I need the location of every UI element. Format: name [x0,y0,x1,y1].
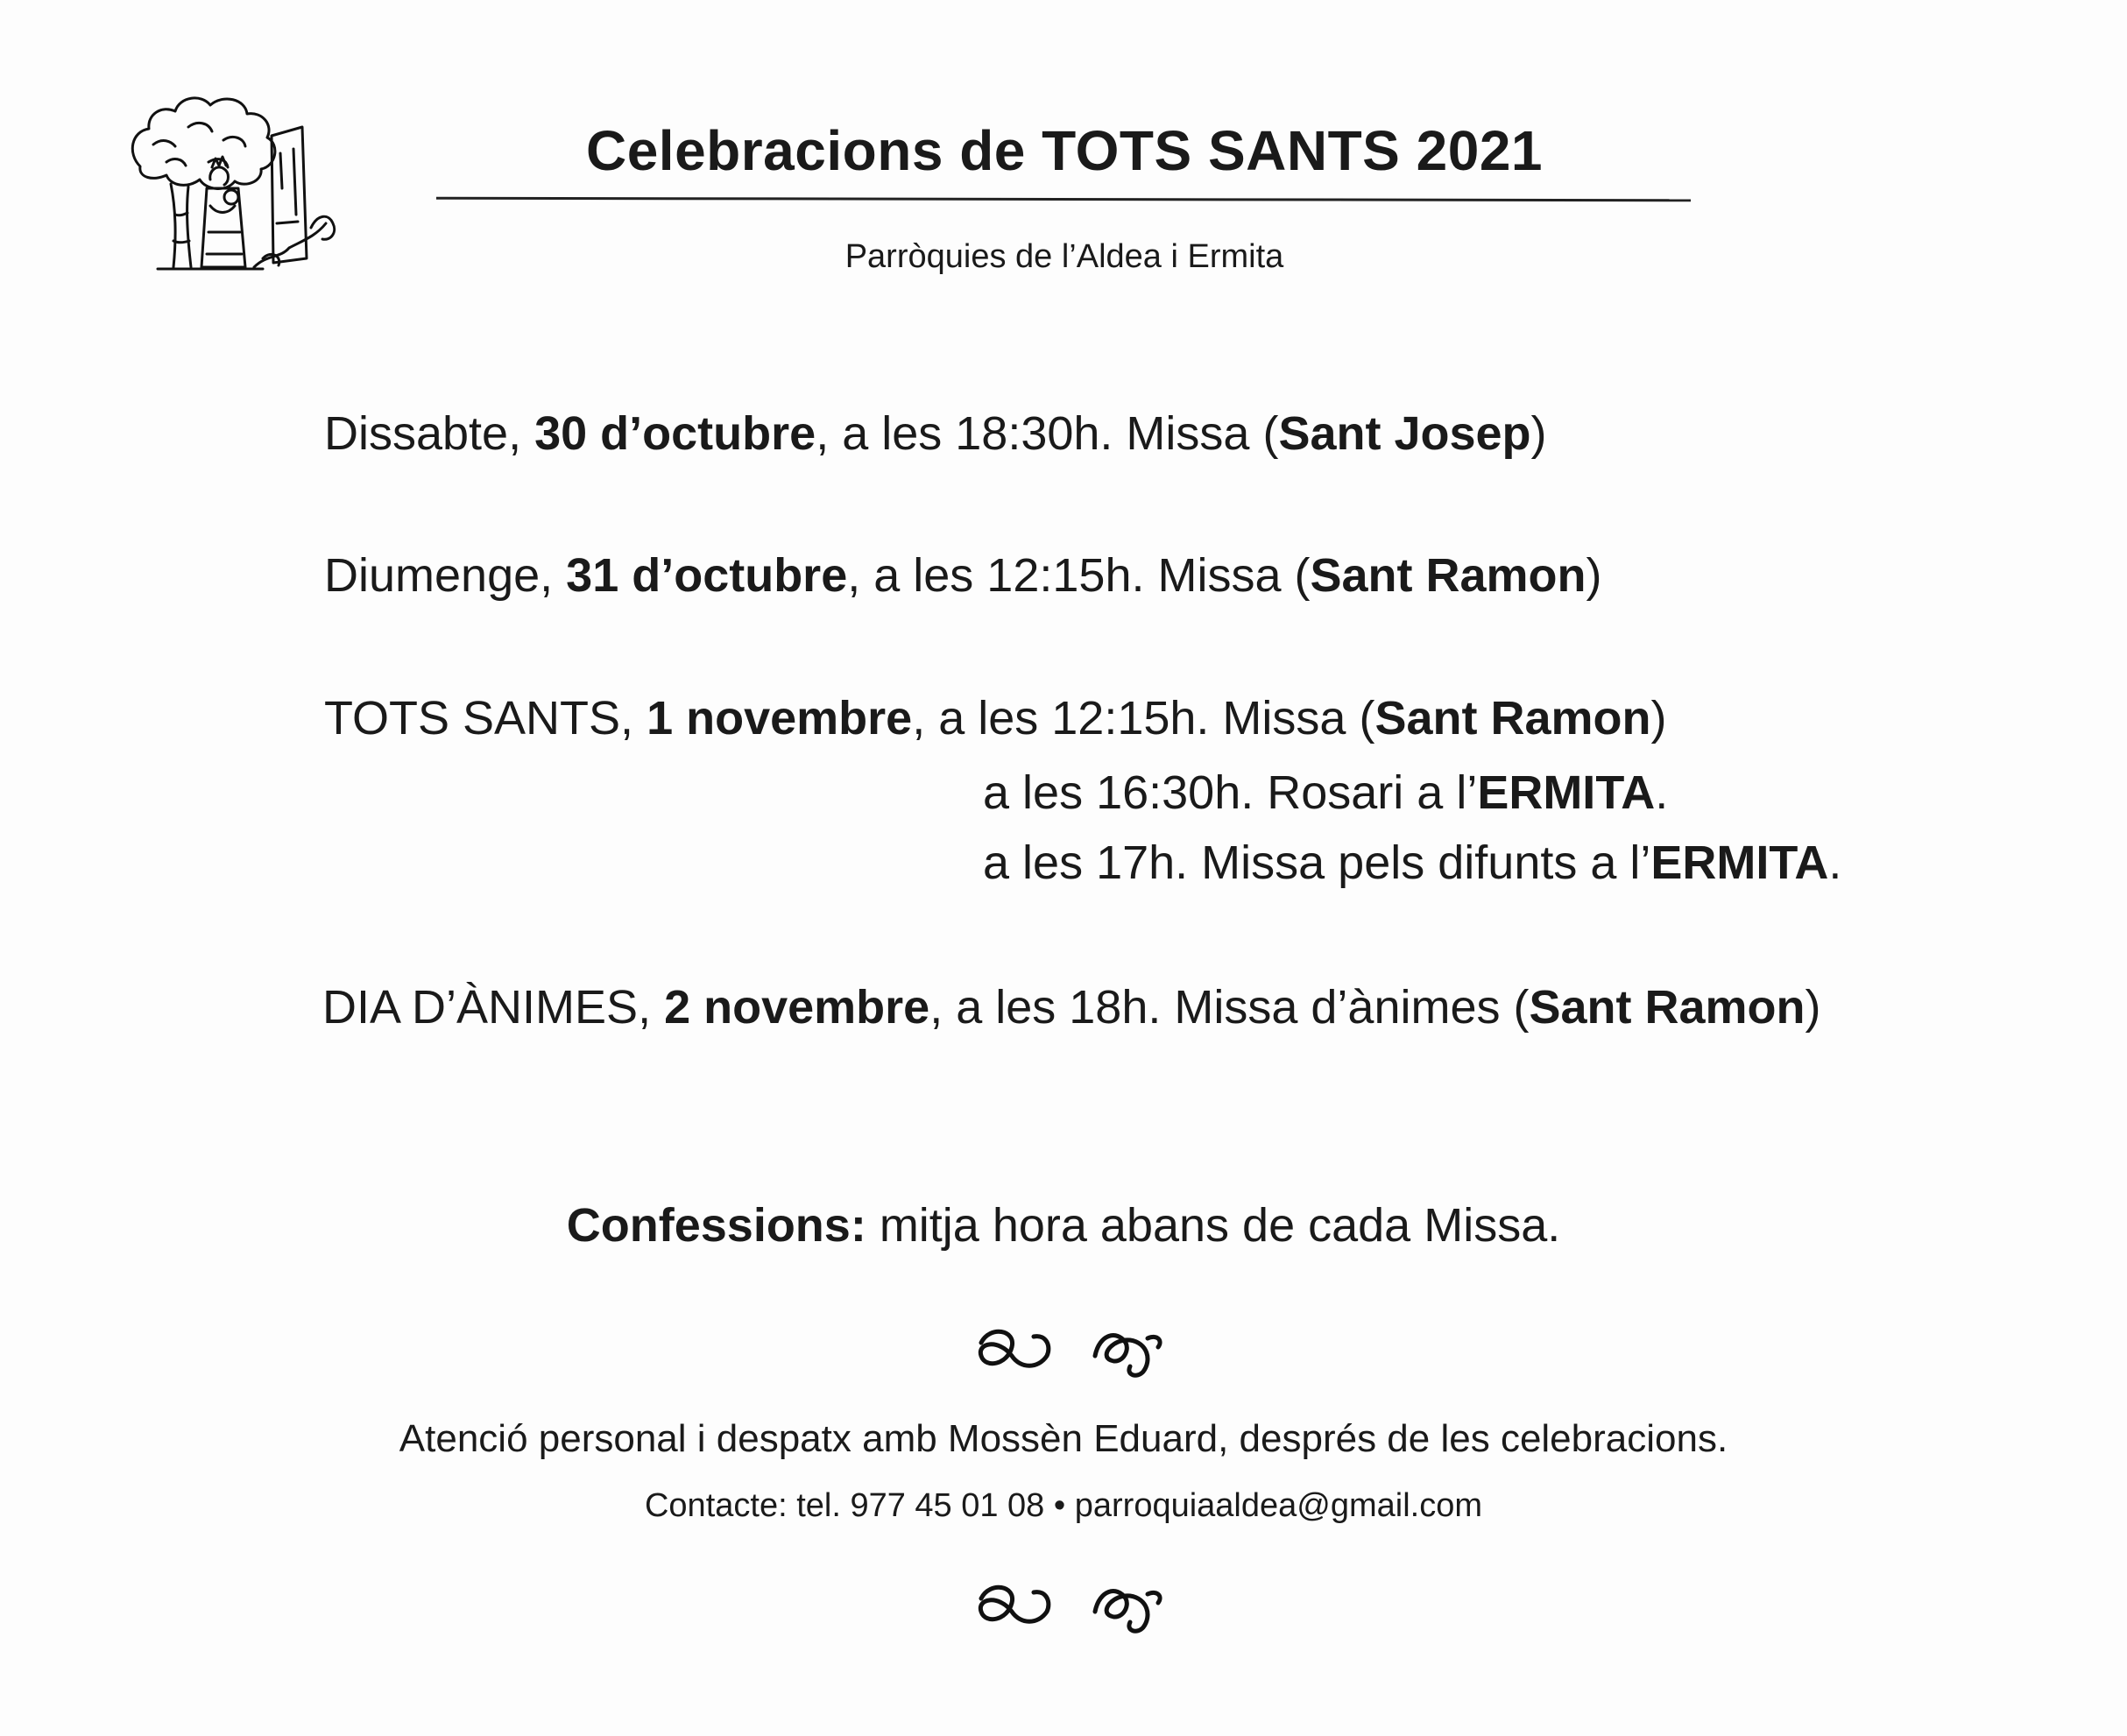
schedule-time: , a les 12:15h. Missa ( [912,692,1375,745]
schedule-end: ) [1586,549,1602,602]
schedule-extra-text: a les 17h. Missa pels difunts a l’ [983,836,1651,889]
schedule-extra-text: a les 16:30h. Rosari a l’ [983,766,1478,819]
schedule-extra-place: ERMITA [1650,836,1829,889]
contact-info: Contacte: tel. 977 45 01 08 • parroquiaaldea@gmail.com [644,1487,1482,1524]
schedule-extra-end: . [1828,836,1842,889]
decorative-ornament [964,1577,1174,1638]
confessions-label: Confessions: [566,1199,866,1252]
schedule-item [324,549,1602,602]
schedule-date: 31 d’octubre [566,549,848,602]
schedule-time: , a les 18h. Missa d’ànimes ( [929,981,1530,1034]
decorative-ornament [964,1321,1174,1382]
schedule-end: ) [1805,981,1821,1034]
schedule-day: DIA D’ÀNIMES, [322,981,665,1034]
schedule-time: , a les 12:15h. Missa ( [847,549,1311,602]
schedule-date: 2 novembre [664,981,930,1034]
schedule-end: ) [1530,407,1547,460]
schedule-time: , a les 18:30h. Missa ( [816,407,1279,460]
schedule-day: Dissabte, [324,407,535,460]
schedule-extra-item [983,836,1842,889]
schedule-item [324,692,1667,745]
title-underline [436,197,1691,201]
attention-note: Atenció personal i despatx amb Mossèn Eduard, després de les celebracions. [399,1417,1728,1460]
schedule-extra-item [983,766,1669,819]
schedule-item [324,407,1547,460]
confessions-text: mitja hora abans de cada Missa. [866,1199,1561,1252]
page-title: Celebracions de TOTS SANTS 2021 [585,119,1544,182]
parish-logo-illustration [123,83,350,289]
schedule-place: Sant Ramon [1310,549,1586,602]
schedule-day: TOTS SANTS, [324,692,647,745]
schedule-place: Sant Josep [1278,407,1531,460]
confessions-note [0,1198,2127,1253]
schedule-item [322,981,1821,1034]
page-subtitle: Parròquies de l’Aldea i Ermita [844,238,1284,275]
schedule-place: Sant Ramon [1529,981,1805,1034]
schedule-extra-place: ERMITA [1477,766,1656,819]
schedule-end: ) [1650,692,1667,745]
schedule-place: Sant Ramon [1374,692,1651,745]
schedule-extra-end: . [1655,766,1669,819]
schedule-date: 30 d’octubre [534,407,816,460]
schedule-day: Diumenge, [324,549,567,602]
schedule-date: 1 novembre [647,692,913,745]
